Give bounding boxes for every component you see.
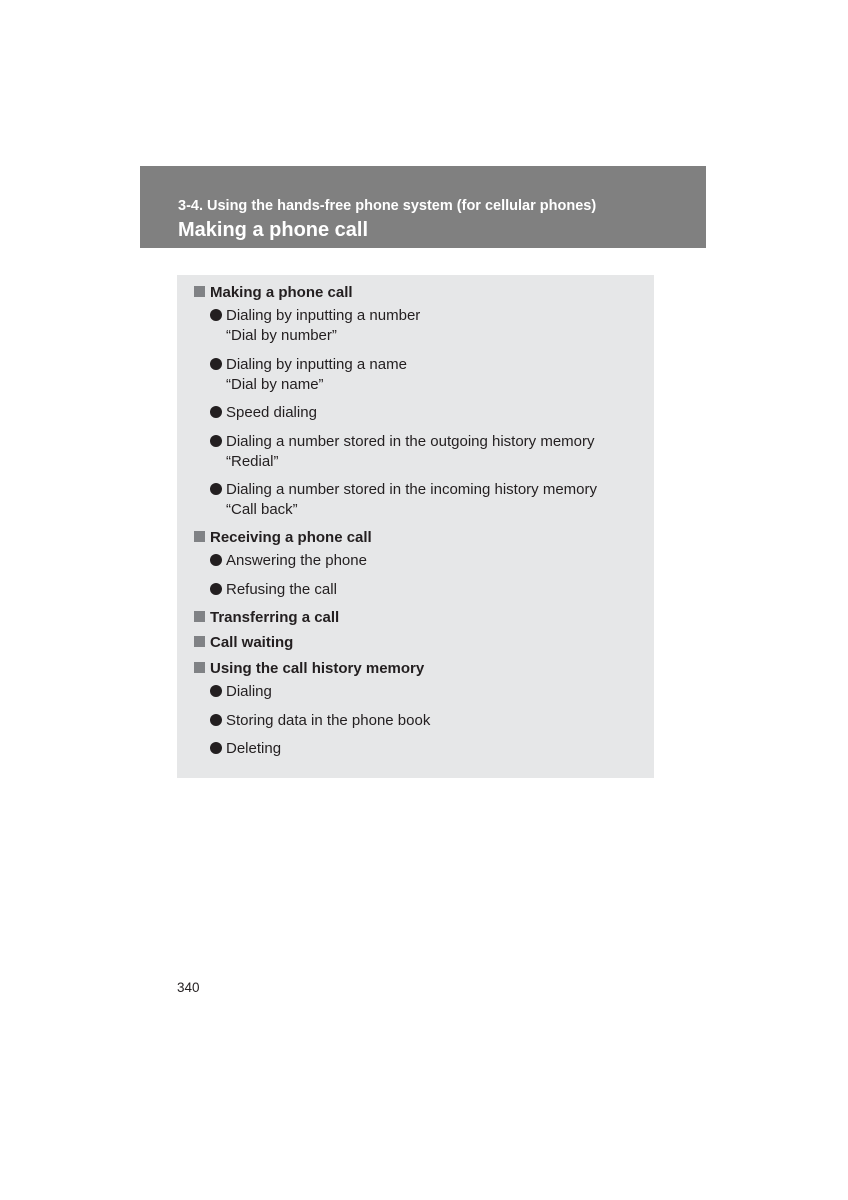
section-label: Receiving a phone call (210, 529, 372, 546)
square-bullet-icon (194, 531, 205, 542)
list-item (210, 682, 272, 702)
square-bullet-icon (194, 286, 205, 297)
section-label: Transferring a call (210, 609, 340, 626)
bullet-icon (210, 554, 222, 566)
section-heading-call-waiting (194, 634, 293, 652)
item-subtext: “Redial” (226, 453, 279, 470)
list-item (210, 306, 420, 346)
square-bullet-icon (194, 636, 205, 647)
section-label: Making a phone call (210, 284, 353, 301)
section-heading-making-call (194, 284, 353, 302)
item-subtext: “Call back” (226, 501, 298, 518)
bullet-icon (210, 742, 222, 754)
square-bullet-icon (194, 662, 205, 673)
list-item (210, 355, 407, 395)
item-text: Dialing a number stored in the incoming history memory (226, 481, 597, 498)
item-text: Deleting (226, 740, 282, 757)
list-item (210, 711, 430, 731)
section-subtitle: 3-4. Using the hands-free phone system (for cellular phones) (178, 198, 597, 214)
item-subtext: “Dial by name” (226, 376, 324, 393)
item-text: Storing data in the phone book (226, 712, 431, 729)
bullet-icon (210, 714, 222, 726)
list-item (210, 580, 337, 600)
bullet-icon (210, 309, 222, 321)
item-text: Dialing by inputting a number (226, 307, 421, 324)
list-item (210, 403, 317, 423)
section-heading-call-history (194, 660, 424, 678)
bullet-icon (210, 406, 222, 418)
item-text: Speed dialing (226, 404, 317, 421)
square-bullet-icon (194, 611, 205, 622)
section-label: Using the call history memory (210, 660, 425, 677)
section-label: Call waiting (210, 634, 294, 651)
item-text: Dialing by inputting a name (226, 356, 407, 373)
item-text: Dialing a number stored in the outgoing history memory (226, 433, 595, 450)
bullet-icon (210, 583, 222, 595)
list-item (210, 480, 597, 520)
item-text: Answering the phone (226, 552, 367, 569)
contents-panel (177, 275, 654, 778)
item-text: Dialing (226, 683, 272, 700)
list-item (210, 739, 281, 759)
section-heading-transferring-call (194, 609, 339, 627)
bullet-icon (210, 685, 222, 697)
item-subtext: “Dial by number” (226, 327, 337, 344)
page-number: 340 (177, 980, 200, 995)
item-text: Refusing the call (226, 581, 337, 598)
page-title: Making a phone call (178, 219, 369, 241)
list-item (210, 432, 595, 472)
section-heading-receiving-call (194, 529, 372, 547)
bullet-icon (210, 483, 222, 495)
bullet-icon (210, 435, 222, 447)
chapter-header (140, 166, 706, 248)
bullet-icon (210, 358, 222, 370)
list-item (210, 551, 367, 571)
